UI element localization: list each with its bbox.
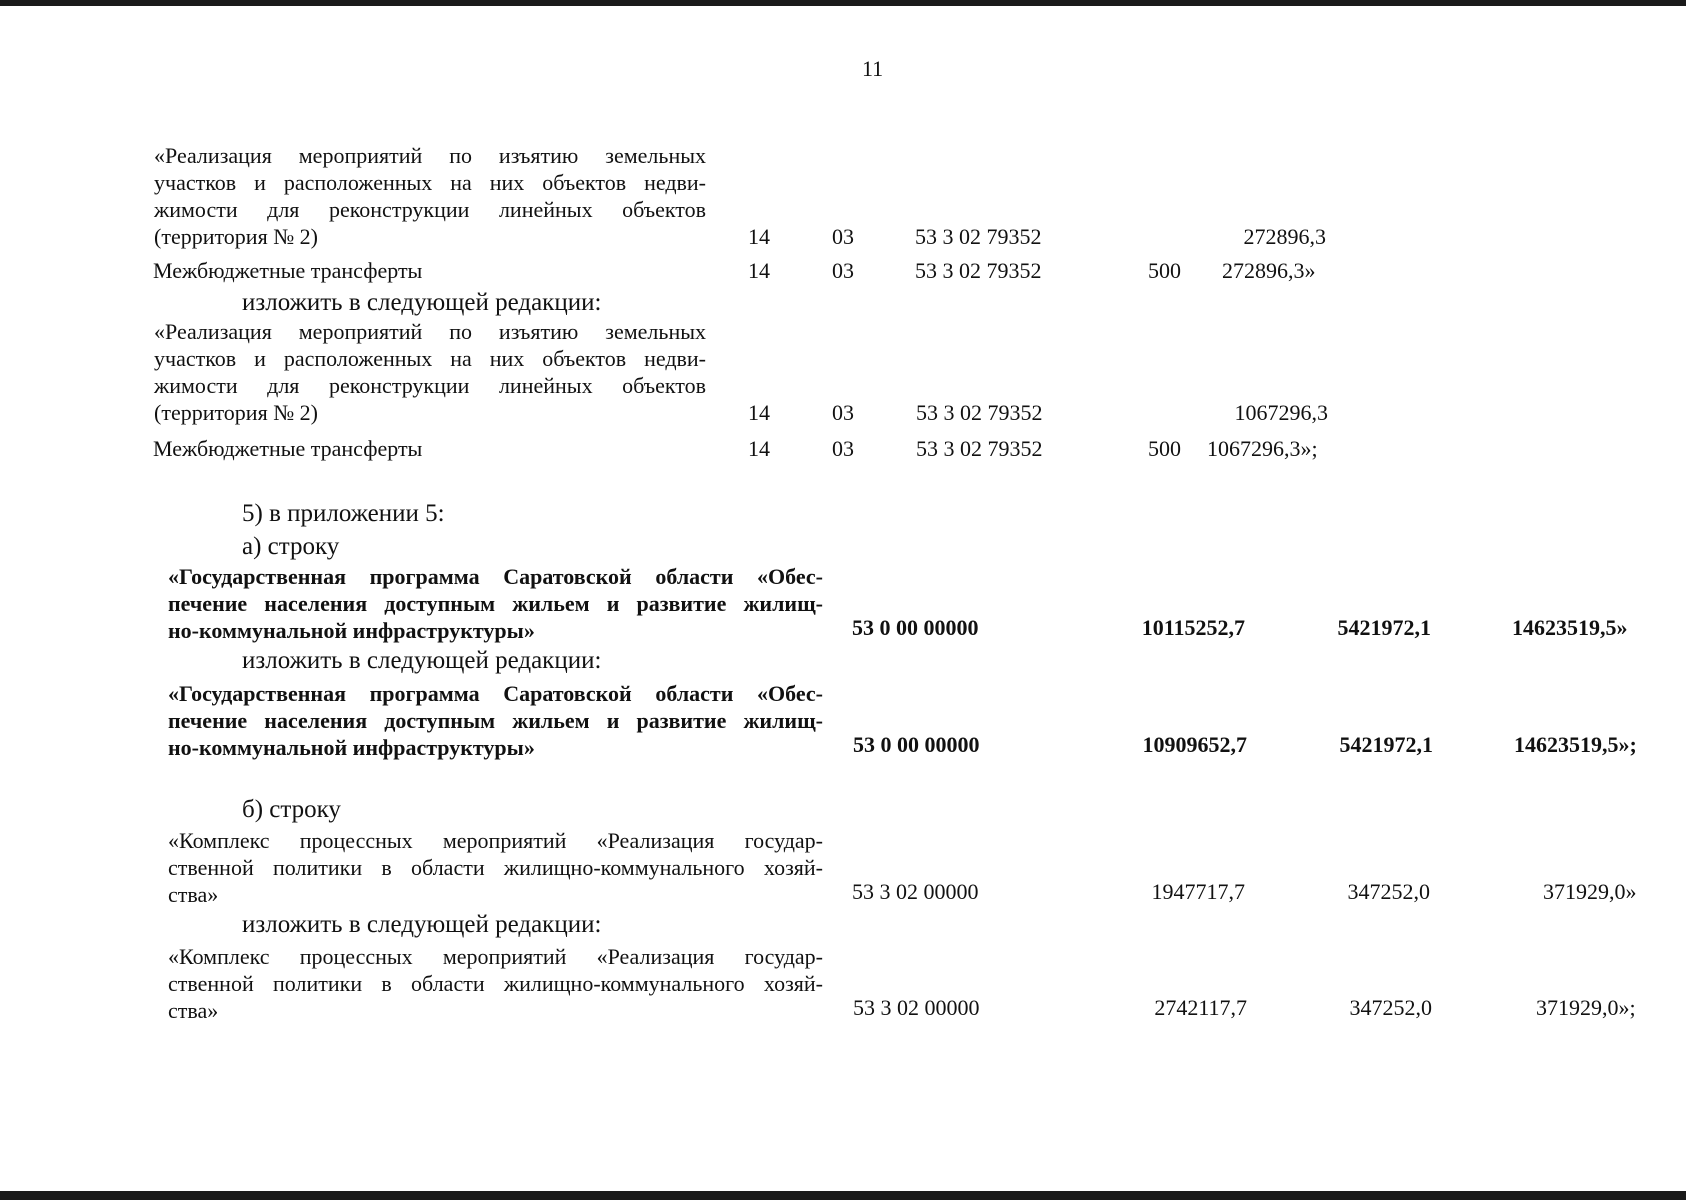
program-description-old <box>168 563 823 644</box>
desc-line: участков и расположенных на них объектов недви- <box>154 170 706 195</box>
razdel-cell: 14 <box>748 436 770 461</box>
page-number: 11 <box>862 56 884 81</box>
value-2024-cell: 5421972,1 <box>1339 732 1433 757</box>
desc-line: «Комплекс процессных мероприятий «Реализация государ- <box>168 828 823 853</box>
podrazdel-cell: 03 <box>832 258 854 283</box>
csr-cell: 53 3 02 00000 <box>852 879 979 904</box>
desc-line: но-коммунальной инфраструктуры» <box>168 618 535 643</box>
desc-line: (территория № 2) <box>154 400 319 425</box>
desc-line: «Комплекс процессных мероприятий «Реализация государ- <box>168 944 823 969</box>
scan-border-bottom <box>0 1191 1686 1200</box>
instruction-text: изложить в следующей редакции: <box>242 289 602 316</box>
csr-cell: 53 3 02 79352 <box>915 224 1042 249</box>
podrazdel-cell: 03 <box>832 224 854 249</box>
value-2024-cell: 5421972,1 <box>1337 615 1431 640</box>
value-2025-cell: 371929,0»; <box>1536 995 1636 1020</box>
desc-line: жимости для реконструкции линейных объектов <box>154 373 706 398</box>
amount-cell: 1067296,3 <box>1234 400 1328 425</box>
podrazdel-cell: 03 <box>832 436 854 461</box>
transfers-label: Межбюджетные трансферты <box>153 436 423 461</box>
csr-cell: 53 0 00 00000 <box>852 615 979 640</box>
desc-line: печение населения доступным жильем и развитие жилищ- <box>168 591 823 616</box>
desc-line: но-коммунальной инфраструктуры» <box>168 735 535 760</box>
desc-line: участков и расположенных на них объектов недви- <box>154 346 706 371</box>
value-2025-cell: 14623519,5» <box>1512 615 1628 640</box>
desc-line: печение населения доступным жильем и развитие жилищ- <box>168 708 823 733</box>
desc-line: жимости для реконструкции линейных объектов <box>154 197 706 222</box>
vr-cell: 500 <box>1148 436 1181 461</box>
csr-cell: 53 3 02 79352 <box>915 258 1042 283</box>
old-expense-description <box>154 142 706 250</box>
csr-cell: 53 3 02 79352 <box>916 436 1043 461</box>
value-2023-cell: 10115252,7 <box>1141 615 1245 640</box>
program-description-new <box>168 680 823 761</box>
value-2023-cell: 1947717,7 <box>1151 879 1245 904</box>
vr-cell: 500 <box>1148 258 1181 283</box>
value-2024-cell: 347252,0 <box>1347 879 1430 904</box>
value-2025-cell: 371929,0» <box>1543 879 1637 904</box>
desc-line: «Реализация мероприятий по изъятию земельных <box>154 319 706 344</box>
complex-description-new <box>168 943 823 1024</box>
part-b-label: б) строку <box>242 796 341 823</box>
desc-line: ства» <box>168 882 219 907</box>
amount-cell: 1067296,3»; <box>1207 436 1318 461</box>
value-2024-cell: 347252,0 <box>1349 995 1432 1020</box>
razdel-cell: 14 <box>748 224 770 249</box>
razdel-cell: 14 <box>748 400 770 425</box>
razdel-cell: 14 <box>748 258 770 283</box>
desc-line: (территория № 2) <box>154 224 319 249</box>
desc-line: «Государственная программа Саратовской области «Обес- <box>168 564 823 589</box>
desc-line: «Государственная программа Саратовской области «Обес- <box>168 681 823 706</box>
part-a-label: а) строку <box>242 533 340 560</box>
csr-cell: 53 3 02 00000 <box>853 995 980 1020</box>
value-2025-cell: 14623519,5»; <box>1514 732 1637 757</box>
podrazdel-cell: 03 <box>832 400 854 425</box>
desc-line: «Реализация мероприятий по изъятию земельных <box>154 143 706 168</box>
value-2023-cell: 2742117,7 <box>1154 995 1247 1020</box>
new-expense-description <box>154 318 706 426</box>
value-2023-cell: 10909652,7 <box>1142 732 1247 757</box>
desc-line: ственной политики в области жилищно-коммунального хозяй- <box>168 971 823 996</box>
csr-cell: 53 0 00 00000 <box>853 732 980 757</box>
amount-cell: 272896,3 <box>1243 224 1326 249</box>
csr-cell: 53 3 02 79352 <box>916 400 1043 425</box>
complex-description-old <box>168 827 823 908</box>
amount-cell: 272896,3» <box>1222 258 1316 283</box>
instruction-text: изложить в следующей редакции: <box>242 647 602 674</box>
desc-line: ства» <box>168 998 219 1023</box>
section-5-heading: 5) в приложении 5: <box>242 500 445 527</box>
transfers-label: Межбюджетные трансферты <box>153 258 423 283</box>
scan-border-top <box>0 0 1686 6</box>
desc-line: ственной политики в области жилищно-коммунального хозяй- <box>168 855 823 880</box>
instruction-text: изложить в следующей редакции: <box>242 911 602 938</box>
